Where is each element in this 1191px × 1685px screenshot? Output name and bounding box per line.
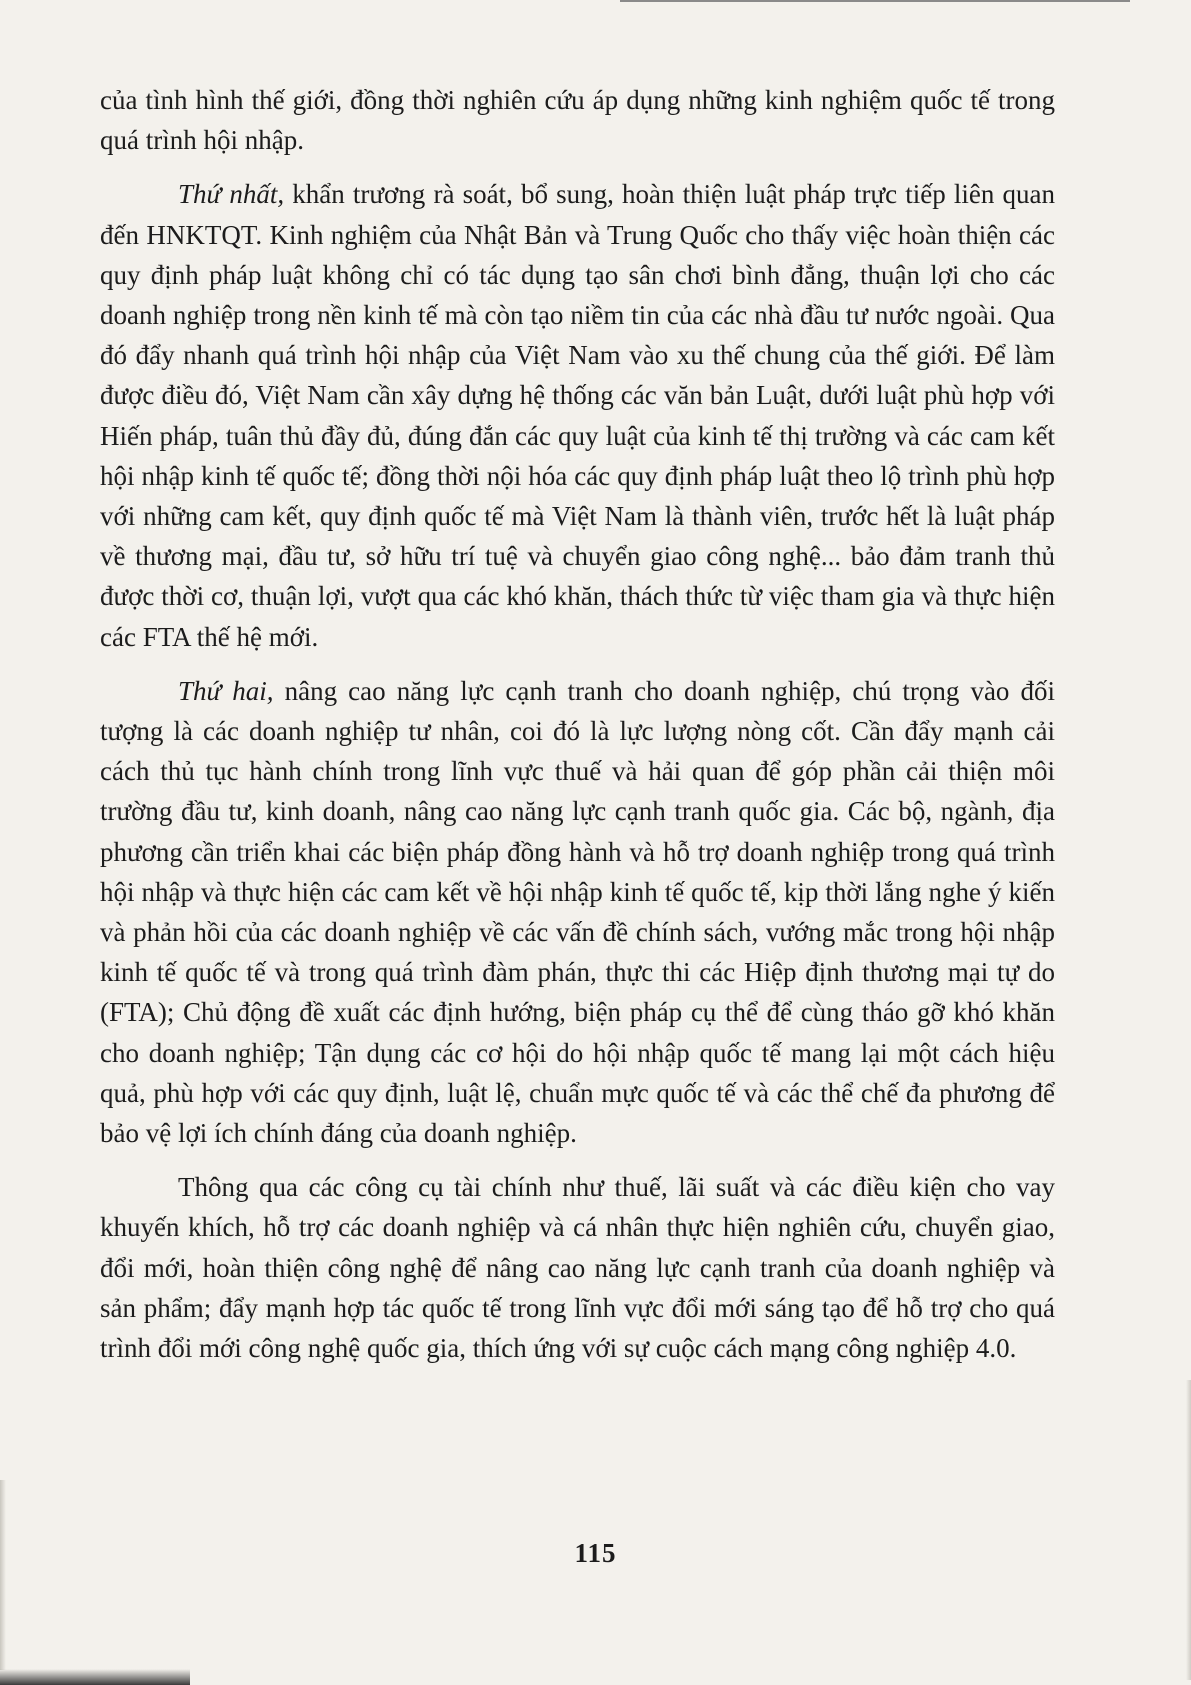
paragraph-thong-qua <box>100 1167 1055 1368</box>
paragraph-text: Thông qua các công cụ tài chính như thuế, lãi suất và các điều kiện cho vay khuyến khích, hỗ trợ các doanh nghiệp và cá nhân thực hiện nghiên cứu, chuyển giao, đổi mới, hoàn thiện công nghệ để nâng cao năng lực cạnh tranh của doanh nghiệp và sản phẩm; đẩy mạnh hợp tác quốc tế trong lĩnh vực đổi mới sáng tạo để hỗ trợ cho quá trình đổi mới công nghệ quốc gia, thích ứng với sự cuộc cách mạng công nghiệp 4.0. <box>100 1172 1055 1364</box>
paragraph-continuation <box>100 80 1055 160</box>
paragraph-thu-nhat <box>100 174 1055 656</box>
scan-right-edge <box>1186 1380 1191 1680</box>
scan-top-rule <box>620 0 1130 2</box>
paragraph-text: khẩn trương rà soát, bổ sung, hoàn thiện luật pháp trực tiếp liên quan đến HNKTQT. Kinh nghiệm của Nhật Bản và Trung Quốc cho thấy việc hoàn thiện các quy định pháp luật không chỉ có tác dụng tạo sân chơi bình đẳng, thuận lợi cho các doanh nghiệp trong nền kinh tế mà còn tạo niềm tin của các nhà đầu tư nước ngoài. Qua đó đẩy nhanh quá trình hội nhập của Việt Nam vào xu thế chung của thế giới. Để làm được điều đó, Việt Nam cần xây dựng hệ thống các văn bản Luật, dưới luật phù hợp với Hiến pháp, tuân thủ đầy đủ, đúng đắn các quy luật của kinh tế thị trường và các cam kết hội nhập kinh tế quốc tế; đồng thời nội hóa các quy định pháp luật theo lộ trình phù hợp với những cam kết, quy định quốc tế mà Việt Nam là thành viên, trước hết là luật pháp về thương mại, đầu tư, sở hữu trí tuệ và chuyển giao công nghệ... bảo đảm tranh thủ được thời cơ, thuận lợi, vượt qua các khó khăn, thách thức từ việc tham gia và thực hiện các FTA thế hệ mới. <box>100 179 1055 652</box>
paragraph-lead-italic: Thứ hai, <box>178 675 274 706</box>
paragraph-text: của tình hình thế giới, đồng thời nghiên cứu áp dụng những kinh nghiệm quốc tế trong quá trình hội nhập. <box>100 85 1055 156</box>
paragraph-thu-hai <box>100 671 1055 1153</box>
page-number: 115 <box>574 1538 617 1568</box>
paragraph-text: nâng cao năng lực cạnh tranh cho doanh nghiệp, chú trọng vào đối tượng là các doanh nghiệp tư nhân, coi đó là lực lượng nòng cốt. Cần đẩy mạnh cải cách thủ tục hành chính trong lĩnh vực thuế và hải quan để góp phần cải thiện môi trường đầu tư, kinh doanh, nâng cao năng lực cạnh tranh quốc gia. Các bộ, ngành, địa phương cần triển khai các biện pháp đồng hành và hỗ trợ doanh nghiệp trong quá trình hội nhập và thực hiện các cam kết về hội nhập kinh tế quốc tế, kịp thời lắng nghe ý kiến và phản hồi của các doanh nghiệp về các vấn đề chính sách, vướng mắc trong hội nhập kinh tế quốc tế và trong quá trình đàm phán, thực thi các Hiệp định thương mại tự do (FTA); Chủ động đề xuất các định hướng, biện pháp cụ thể để cùng tháo gỡ khó khăn cho doanh nghiệp; Tận dụng các cơ hội do hội nhập quốc tế mang lại một cách hiệu quả, phù hợp với các quy định, luật lệ, chuẩn mực quốc tế và các thể chế đa phương để bảo vệ lợi ích chính đáng của doanh nghiệp. <box>100 675 1055 1149</box>
scan-bottom-shadow <box>0 1669 190 1685</box>
paragraph-lead-italic: Thứ nhất, <box>178 179 285 210</box>
page-body <box>100 80 1055 1382</box>
scan-left-edge <box>0 1480 6 1670</box>
